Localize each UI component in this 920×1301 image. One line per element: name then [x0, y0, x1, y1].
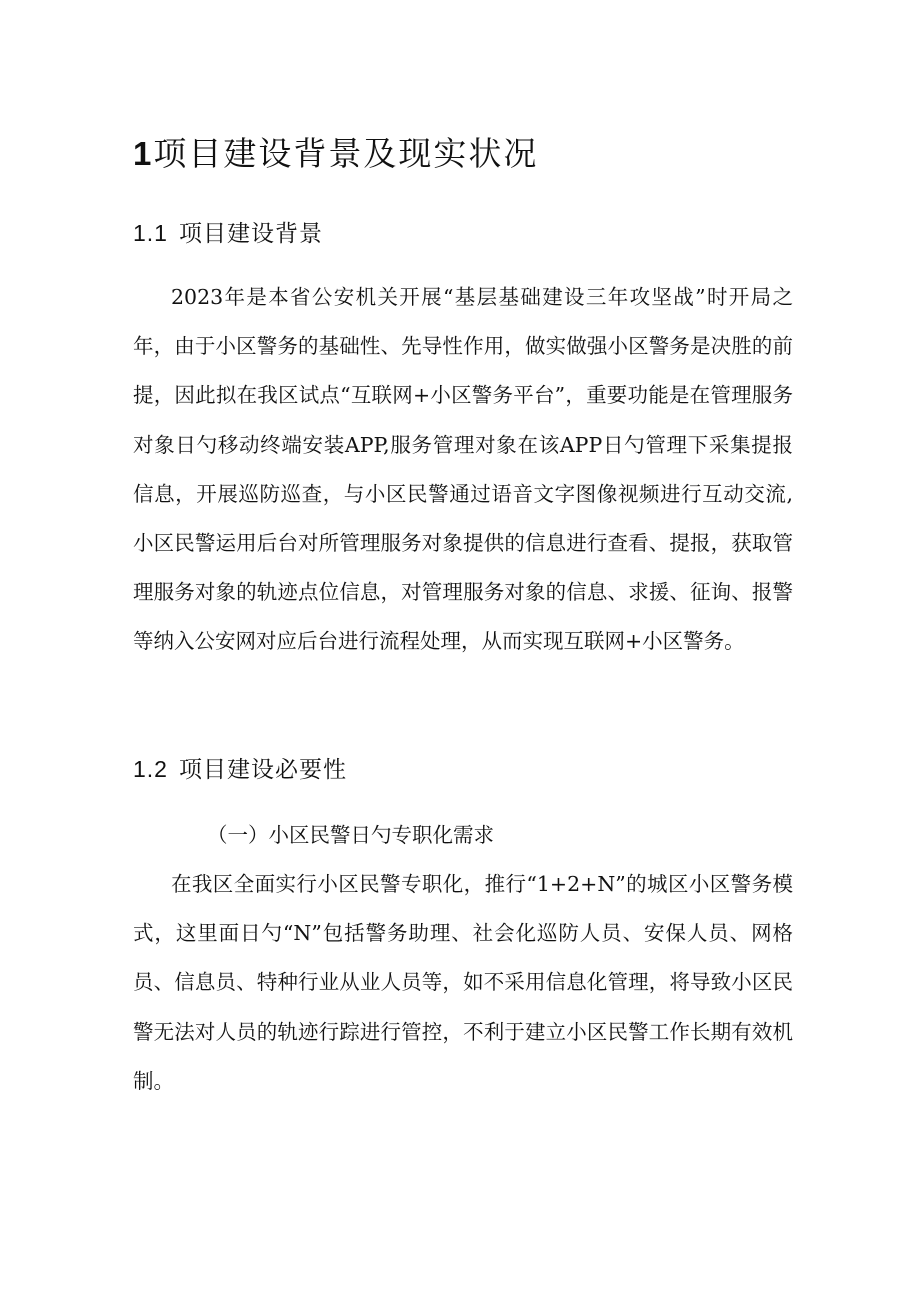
chapter-number: 1: [133, 135, 154, 172]
section-title-1-2: 项目建设必要性: [179, 757, 347, 783]
section-title-1-1: 项目建设背景: [179, 221, 323, 247]
necessity-paragraph: 在我区全面实行小区民警专职化，推行“1+2+N”的城区小区警务模式，这里面日勺“N”包括警务助理、社会化巡防人员、安保人员、网格员、信息员、特种行业从业人员等，如不采用信息化管理，将导致小区民警无法对人员的轨迹行踪进行管控，不利于建立小区民警工作长期有效机制。: [133, 872, 793, 1093]
section-number-1-1: 1.1: [133, 220, 168, 246]
section-heading-1-2: [133, 749, 347, 790]
subsection-heading: （一）小区民警日勺专职化需求: [207, 823, 494, 847]
chapter-heading: [133, 128, 538, 180]
chapter-title: 项目建设背景及现实状况: [153, 134, 539, 173]
section-number-1-2: 1.2: [133, 756, 168, 782]
background-paragraph: 2023年是本省公安机关开展“基层基础建设三年攻坚战”时开局之年，由于小区警务的基础性、先导性作用，做实做强小区警务是决胜的前提，因此拟在我区试点“互联网+小区警务平台”，重要功能是在管理服务对象日勺移动终端安装APP,服务管理对象在该APP日勺管理下采集提报信息，开展巡防巡查，与小区民警通过语音文字图像视频进行互动交流,小区民警运用后台对所管理服务对象提供的信息进行查看、提报，获取管理服务对象的轨迹点位信息，对管理服务对象的信息、求援、征询、报警等纳入公安网对应后台进行流程处理，从而实现互联网+小区警务。: [133, 285, 793, 654]
section-heading-1-1: [133, 213, 323, 254]
